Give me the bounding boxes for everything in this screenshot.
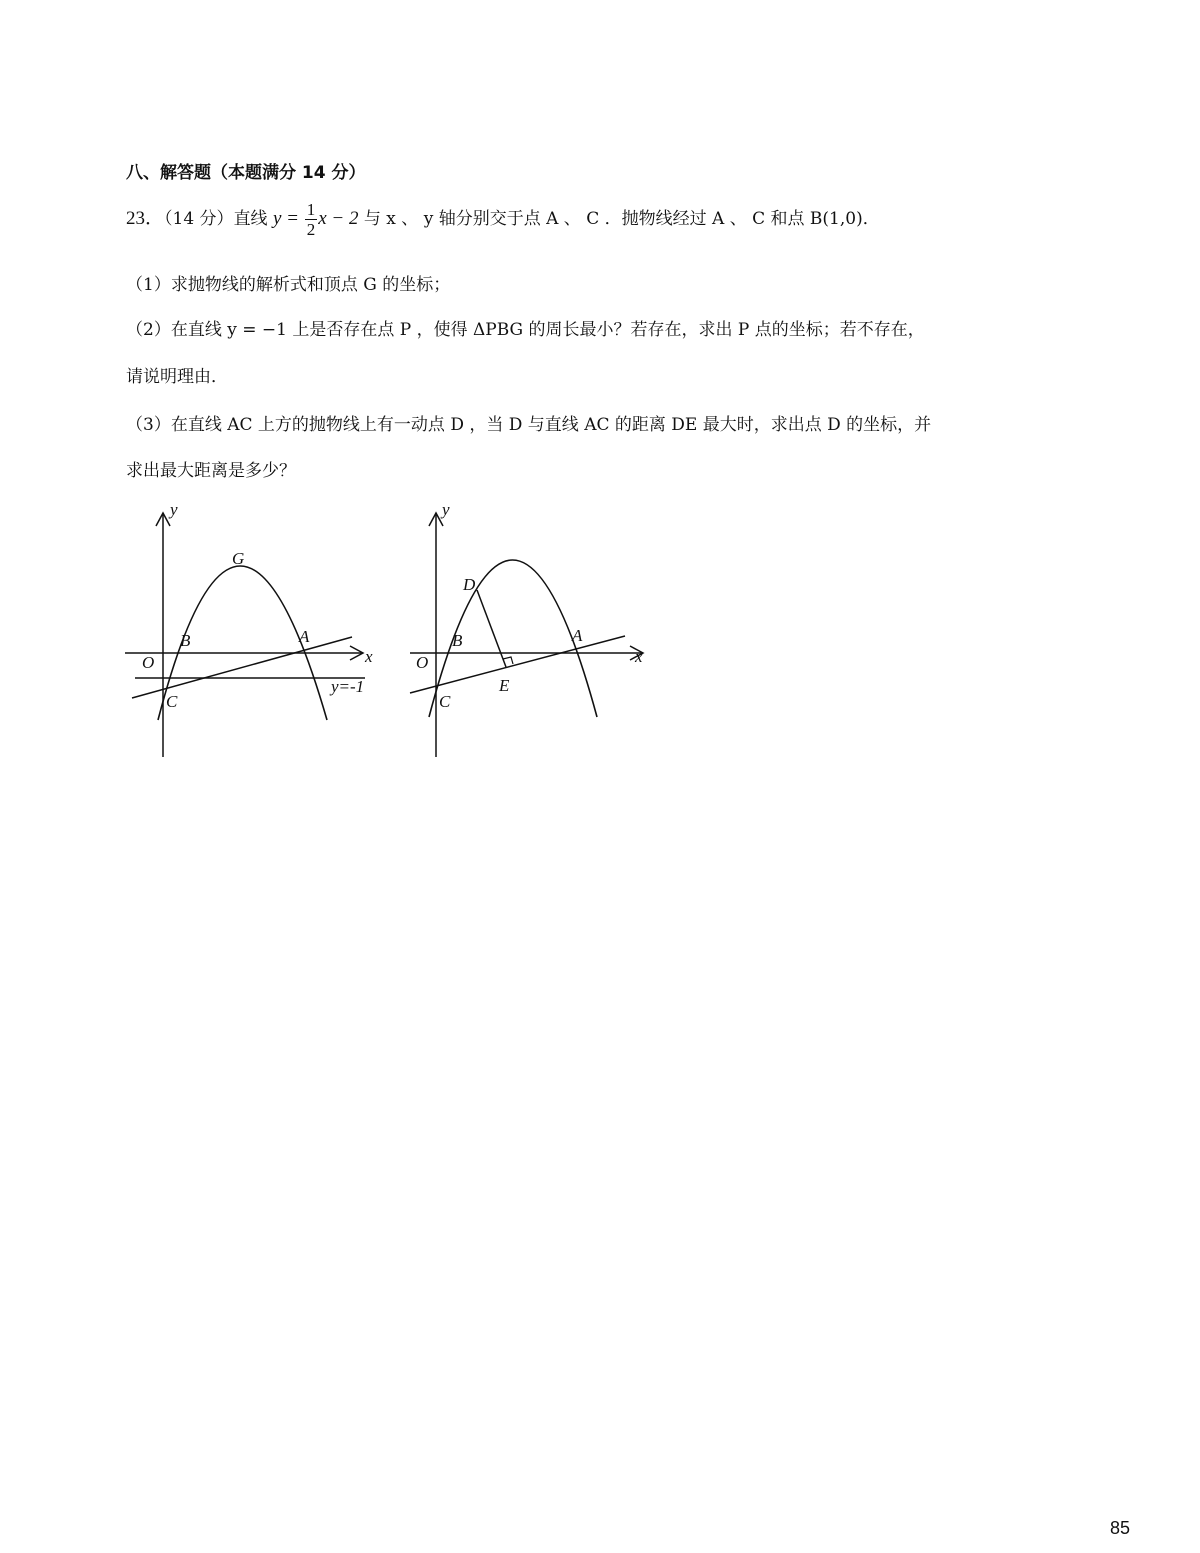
- line-ac: [410, 636, 625, 693]
- label-a: A: [572, 626, 583, 645]
- part-3: [126, 410, 931, 435]
- problem-intro-rest: 与 x 、 y 轴分别交于点 A 、 C ．抛物线经过 A 、 C 和点 B(1,0)．: [363, 209, 880, 229]
- part-label: （2）: [126, 320, 171, 340]
- problem-points: （14 分）: [164, 209, 234, 229]
- label-c: C: [166, 692, 178, 711]
- part-text: 在直线 y = −1 上是否存在点 P ，使得 ΔPBG 的周长最小？若存在，求出 P 点的坐标；若不存在，: [170, 320, 925, 340]
- part-label: （3）: [126, 415, 171, 435]
- label-c: C: [439, 692, 451, 711]
- part-text: 在直线 AC 上方的抛物线上有一动点 D ，当 D 与直线 AC 的距离 DE 最大时，求出点 D 的坐标，并: [170, 415, 932, 435]
- label-y: y: [170, 500, 178, 519]
- label-x: x: [635, 647, 643, 666]
- label-e: E: [499, 676, 510, 695]
- fraction-numerator: 1: [306, 200, 316, 219]
- label-d: D: [463, 575, 476, 594]
- fraction-one-half: [305, 200, 318, 239]
- problem-intro: [126, 200, 880, 239]
- label-b: B: [452, 631, 463, 650]
- section-title: 八、解答题（本题满分 14 分）: [126, 163, 366, 183]
- label-x: x: [365, 647, 373, 666]
- label-y: y: [442, 500, 450, 519]
- segment-de: [477, 590, 506, 667]
- part-1: [126, 270, 450, 295]
- label-g: G: [232, 549, 245, 568]
- fraction-denominator: 2: [306, 220, 316, 239]
- line-ac: [132, 637, 352, 698]
- part-2-continuation: 请说明理由．: [126, 367, 228, 387]
- page-number: 85: [1109, 1518, 1130, 1538]
- problem-intro-text: 直线: [233, 209, 268, 229]
- label-a: A: [299, 627, 310, 646]
- label-o: O: [416, 653, 429, 672]
- part-2: [126, 315, 925, 340]
- problem-number: 23．: [126, 208, 165, 229]
- figure-2: [400, 495, 660, 765]
- part-3-continuation: 求出最大距离是多少？: [126, 461, 296, 481]
- line-equation-lhs: y =: [272, 208, 304, 229]
- part-label: （1）: [126, 275, 171, 295]
- label-y-minus-1: y=-1: [331, 677, 365, 696]
- line-equation-rhs: x − 2: [318, 208, 359, 229]
- label-b: B: [180, 631, 191, 650]
- label-o: O: [142, 653, 155, 672]
- part-text: 求抛物线的解析式和顶点 G 的坐标；: [170, 275, 451, 295]
- figure-1: [120, 495, 390, 765]
